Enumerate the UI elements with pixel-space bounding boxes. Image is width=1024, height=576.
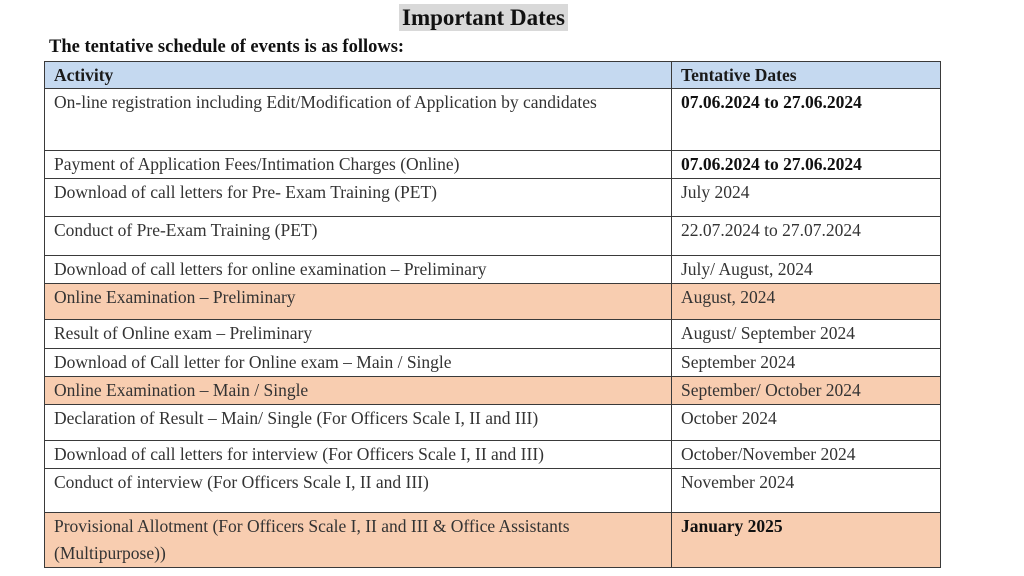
table-row — [45, 469, 941, 513]
activity-cell: Declaration of Result – Main/ Single (For Officers Scale I, II and III) — [45, 405, 672, 441]
activity-cell: Result of Online exam – Preliminary — [45, 320, 672, 349]
table-row — [45, 217, 941, 256]
date-cell: August, 2024 — [672, 284, 941, 320]
date-cell: September/ October 2024 — [672, 377, 941, 405]
date-cell: July/ August, 2024 — [672, 256, 941, 284]
activity-cell: Conduct of interview (For Officers Scale I, II and III) — [45, 469, 672, 513]
table-row — [45, 513, 941, 568]
column-header-activity: Activity — [45, 62, 672, 89]
date-cell: July 2024 — [672, 179, 941, 217]
table-row — [45, 405, 941, 441]
table-row — [45, 151, 941, 179]
activity-cell: Online Examination – Main / Single — [45, 377, 672, 405]
table-row — [45, 377, 941, 405]
date-cell: 07.06.2024 to 27.06.2024 — [672, 151, 941, 179]
date-cell: October/November 2024 — [672, 441, 941, 469]
activity-cell: Payment of Application Fees/Intimation Charges (Online) — [45, 151, 672, 179]
activity-cell: Online Examination – Preliminary — [45, 284, 672, 320]
table-row — [45, 284, 941, 320]
date-cell: 22.07.2024 to 27.07.2024 — [672, 217, 941, 256]
activity-cell: On-line registration including Edit/Modification of Application by candidates — [45, 89, 672, 151]
date-cell: September 2024 — [672, 349, 941, 377]
table-row — [45, 89, 941, 151]
page-title: Important Dates — [399, 4, 568, 31]
date-cell: January 2025 — [672, 513, 941, 568]
activity-cell: Download of Call letter for Online exam – Main / Single — [45, 349, 672, 377]
activity-cell: Provisional Allotment (For Officers Scale I, II and III & Office Assistants (Multipurpose)) — [45, 513, 672, 568]
column-header-dates: Tentative Dates — [672, 62, 941, 89]
activity-cell: Download of call letters for interview (For Officers Scale I, II and III) — [45, 441, 672, 469]
activity-cell: Download of call letters for online examination – Preliminary — [45, 256, 672, 284]
activity-cell: Conduct of Pre-Exam Training (PET) — [45, 217, 672, 256]
activity-cell: Download of call letters for Pre- Exam Training (PET) — [45, 179, 672, 217]
date-cell: October 2024 — [672, 405, 941, 441]
table-header-row — [45, 62, 941, 89]
table-row — [45, 256, 941, 284]
date-cell: 07.06.2024 to 27.06.2024 — [672, 89, 941, 151]
schedule-rows — [45, 89, 941, 568]
table-row — [45, 320, 941, 349]
schedule-table — [44, 61, 941, 568]
table-row — [45, 441, 941, 469]
schedule-intro: The tentative schedule of events is as follows: — [49, 37, 405, 57]
date-cell: November 2024 — [672, 469, 941, 513]
table-row — [45, 349, 941, 377]
date-cell: August/ September 2024 — [672, 320, 941, 349]
table-row — [45, 179, 941, 217]
